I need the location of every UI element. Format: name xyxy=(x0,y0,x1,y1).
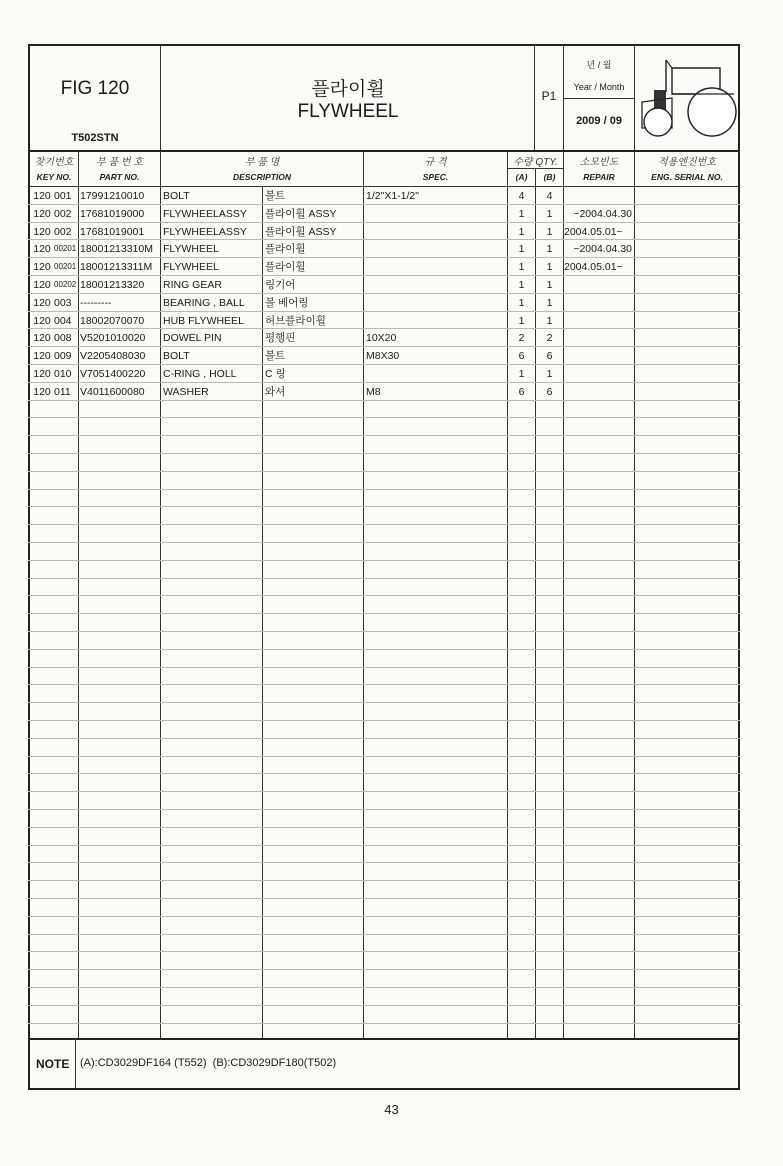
qty-b: 1 xyxy=(546,315,553,327)
row-rule xyxy=(28,934,740,935)
row-rule xyxy=(28,435,740,436)
header-part: PART NO. xyxy=(99,172,140,182)
page-number: 43 xyxy=(384,1102,399,1117)
key-number: 00202 xyxy=(54,280,77,289)
qty-a: 4 xyxy=(518,190,525,202)
key-fig: 120 xyxy=(33,368,51,380)
row-rule xyxy=(28,756,740,757)
part-number: 18001213311M xyxy=(80,261,153,273)
description-ko: 링기어 xyxy=(265,279,296,291)
row-rule xyxy=(28,631,740,632)
row-rule xyxy=(28,684,740,685)
key-number: 004 xyxy=(54,315,72,327)
row-rule xyxy=(28,880,740,881)
description: FLYWHEELASSY xyxy=(163,208,247,220)
header-description-korean: 부 품 명 xyxy=(244,157,280,168)
qty-b: 4 xyxy=(546,190,553,202)
qty-a: 1 xyxy=(518,226,525,238)
qty-a: 1 xyxy=(518,208,525,220)
part-number: 18001213320 xyxy=(80,279,145,291)
part-number: V5201010020 xyxy=(80,332,146,344)
row-rule xyxy=(28,542,740,543)
description: DOWEL PIN xyxy=(163,332,222,344)
key-fig: 120 xyxy=(33,315,51,327)
qty-b: 1 xyxy=(546,243,553,255)
part-number: 17681019000 xyxy=(80,208,145,220)
header-spec: SPEC. xyxy=(422,172,449,182)
description-ko: C 링 xyxy=(265,368,286,380)
key-fig: 120 xyxy=(33,243,51,255)
row-rule xyxy=(28,453,740,454)
fig-number: FIG 120 xyxy=(60,78,130,99)
key-number: 00201 xyxy=(54,244,77,253)
part-number: V4011600080 xyxy=(80,386,145,398)
repair: 2004.05.01~ xyxy=(564,261,623,273)
row-rule xyxy=(28,791,740,792)
spec: 10X20 xyxy=(366,332,397,344)
key-fig: 120 xyxy=(33,332,51,344)
header-key: KEY NO. xyxy=(36,172,72,182)
description-ko: 볼트 xyxy=(265,190,286,202)
key-number: 009 xyxy=(54,350,72,362)
row-rule xyxy=(28,667,740,668)
description: BEARING , BALL xyxy=(163,297,245,309)
row-rule xyxy=(28,1023,740,1024)
part-number: 17681019001 xyxy=(80,226,145,238)
key-number: 002 xyxy=(54,208,72,220)
repair: ~2004.04.30 xyxy=(573,208,632,220)
title-english: FLYWHEEL xyxy=(297,101,399,122)
row-rule xyxy=(28,524,740,525)
key-number: 003 xyxy=(54,297,72,309)
row-rule xyxy=(28,417,740,418)
key-fig: 120 xyxy=(33,279,51,291)
key-number: 00201 xyxy=(54,262,77,271)
qty-b: 1 xyxy=(546,226,553,238)
note-text: (A):CD3029DF164 (T552) (B):CD3029DF180(T502) xyxy=(80,1057,337,1069)
qty-b: 2 xyxy=(546,332,553,344)
header-qty-b: (B) xyxy=(543,172,556,182)
row-rule xyxy=(28,720,740,721)
row-rule xyxy=(28,987,740,988)
repair: ~2004.04.30 xyxy=(573,243,632,255)
qty-b: 1 xyxy=(546,279,553,291)
header-eng-serial-korean: 적용엔진번호 xyxy=(658,157,716,168)
note-label: NOTE xyxy=(36,1057,70,1071)
row-rule xyxy=(28,702,740,703)
row-rule xyxy=(28,862,740,863)
row-rule xyxy=(28,471,740,472)
qty-b: 1 xyxy=(546,368,553,380)
description-ko: 볼 베어링 xyxy=(265,297,309,309)
row-rule xyxy=(28,578,740,579)
qty-a: 1 xyxy=(518,297,525,309)
header-repair: REPAIR xyxy=(583,172,615,182)
qty-b: 6 xyxy=(546,350,553,362)
header-spec-korean: 규 격 xyxy=(424,157,447,168)
key-number: 001 xyxy=(54,190,72,202)
qty-a: 1 xyxy=(518,279,525,291)
description: C-RING , HOLL xyxy=(163,368,237,380)
row-rule xyxy=(28,595,740,596)
description: RING GEAR xyxy=(163,279,222,291)
row-rule xyxy=(28,827,740,828)
key-fig: 120 xyxy=(33,208,51,220)
qty-a: 1 xyxy=(518,315,525,327)
header-qty: 수량 QTY. xyxy=(513,157,558,168)
row-rule xyxy=(28,969,740,970)
part-number: 18001213310M xyxy=(80,243,153,255)
description: WASHER xyxy=(163,386,209,398)
row-rule xyxy=(28,951,740,952)
description-ko: 플라이휠 xyxy=(265,243,306,255)
part-number: --------- xyxy=(80,297,112,309)
key-fig: 120 xyxy=(33,190,51,202)
tractor-icon xyxy=(636,58,738,140)
row-rule xyxy=(28,1005,740,1006)
page-code: P1 xyxy=(541,89,557,103)
key-number: 002 xyxy=(54,226,72,238)
header-qty-a: (A) xyxy=(515,172,528,182)
qty-a: 1 xyxy=(518,243,525,255)
description-ko: 와셔 xyxy=(265,386,286,398)
row-rule xyxy=(28,809,740,810)
model-name: T502STN xyxy=(71,132,119,144)
row-rule xyxy=(28,916,740,917)
description-ko: 볼트 xyxy=(265,350,286,362)
row-rule xyxy=(28,506,740,507)
description-ko: 평행핀 xyxy=(265,332,296,344)
description-ko: 플라이휠 ASSY xyxy=(265,226,337,238)
row-rule xyxy=(28,898,740,899)
row-rule xyxy=(28,845,740,846)
qty-b: 1 xyxy=(546,297,553,309)
description: HUB FLYWHEEL xyxy=(163,315,244,327)
header-key-korean: 찾기번호 xyxy=(34,157,74,168)
year-month-korean: 년 / 월 xyxy=(586,60,612,70)
row-rule xyxy=(28,489,740,490)
key-number: 011 xyxy=(54,386,71,398)
key-number: 008 xyxy=(54,332,72,344)
description-ko: 플라이휠 ASSY xyxy=(265,208,337,220)
part-number: V2205408030 xyxy=(80,350,146,362)
qty-b: 1 xyxy=(546,261,553,273)
row-rule xyxy=(28,560,740,561)
key-fig: 120 xyxy=(33,350,51,362)
spec: M8 xyxy=(366,386,381,398)
year-month-label: Year / Month xyxy=(573,82,625,92)
row-rule xyxy=(28,613,740,614)
row-rule xyxy=(28,738,740,739)
year-month-value: 2009 / 09 xyxy=(576,115,622,127)
qty-b: 6 xyxy=(546,386,553,398)
description: FLYWHEEL xyxy=(163,261,219,273)
description: FLYWHEEL xyxy=(163,243,219,255)
spec: 1/2"X1-1/2" xyxy=(366,190,419,202)
title-korean: 플라이휠 xyxy=(311,79,385,100)
header-eng-serial: ENG. SERIAL NO. xyxy=(651,172,723,182)
key-fig: 120 xyxy=(33,261,51,273)
qty-a: 6 xyxy=(518,386,525,398)
repair: 2004.05.01~ xyxy=(564,226,623,238)
qty-b: 1 xyxy=(546,208,553,220)
description: BOLT xyxy=(163,190,190,202)
part-number: 17991210010 xyxy=(80,190,145,202)
qty-a: 2 xyxy=(518,332,525,344)
header-repair-korean: 소모빈도 xyxy=(579,157,619,168)
key-fig: 120 xyxy=(33,386,51,398)
qty-a: 1 xyxy=(518,261,525,273)
part-number: V7051400220 xyxy=(80,368,146,380)
description: FLYWHEELASSY xyxy=(163,226,247,238)
key-fig: 120 xyxy=(33,297,51,309)
description-ko: 허브플라이휠 xyxy=(265,315,326,327)
key-number: 010 xyxy=(54,368,72,380)
description-ko: 플라이휠 xyxy=(265,261,306,273)
part-number: 18002070070 xyxy=(80,315,145,327)
row-rule xyxy=(28,773,740,774)
qty-a: 1 xyxy=(518,368,525,380)
key-fig: 120 xyxy=(33,226,51,238)
header-part-korean: 부 품 번 호 xyxy=(96,157,143,168)
spec: M8X30 xyxy=(366,350,400,362)
description: BOLT xyxy=(163,350,190,362)
qty-a: 6 xyxy=(518,350,525,362)
row-rule xyxy=(28,649,740,650)
header-description: DESCRIPTION xyxy=(232,172,292,182)
